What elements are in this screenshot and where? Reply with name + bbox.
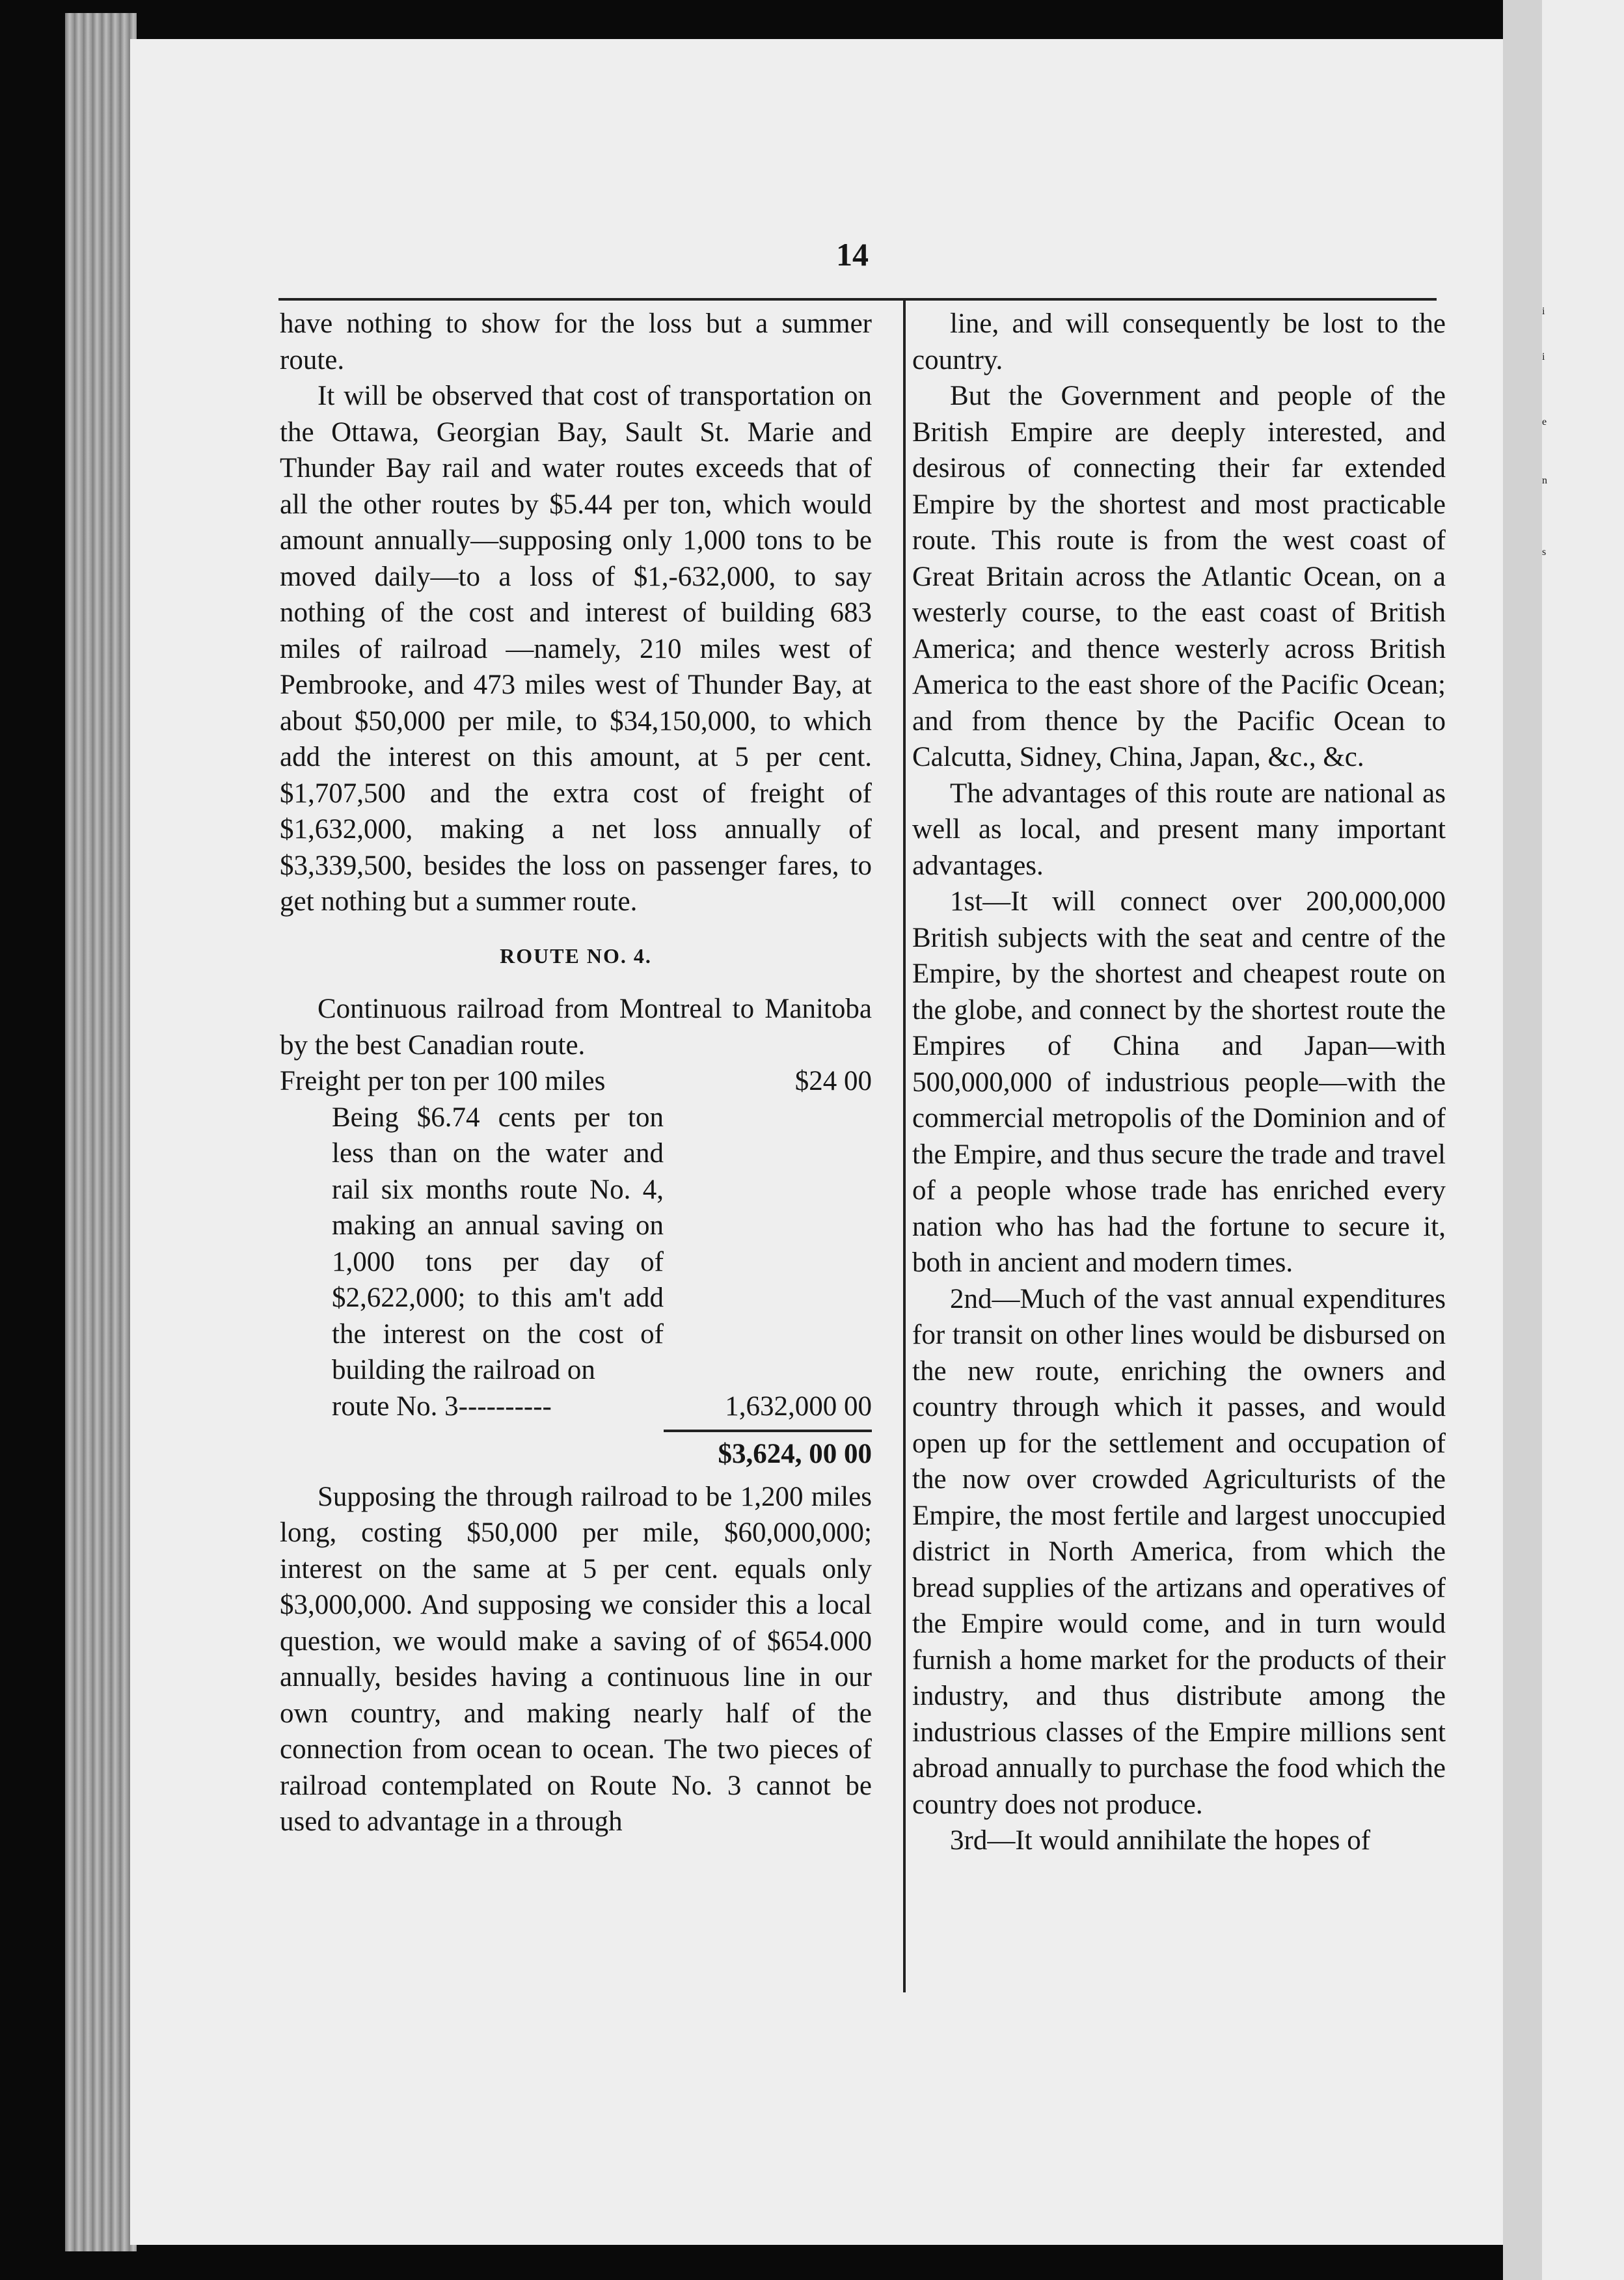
total-rule bbox=[664, 1430, 872, 1432]
next-page-edge bbox=[1503, 0, 1542, 2280]
next-page bbox=[1542, 0, 1624, 2280]
next-page-fragment: i bbox=[1542, 351, 1545, 362]
next-page-fragment: e bbox=[1542, 416, 1547, 428]
freight-amount: 1,632,000 00 bbox=[725, 1391, 872, 1422]
paragraph: 2nd—Much of the vast annual expenditures for transit on other lines would be disbursed on the new route, enriching the owners and country through which it passes, and would open up for the settlement and occupation of the now over crowded Agriculturists of the Empire, the most fertile and largest unoccupied district in North America, from which the bread supplies of the artizans and operatives of the Empire would come, and in turn would furnish a home market for the products of their industry, and thus distribute among the industrious classes of the Empire millions sent abroad annually to purchase the food which the country does not produce. bbox=[912, 1283, 1446, 1820]
paragraph: The advantages of this route are national as well as local, and present many important advantages. bbox=[912, 778, 1446, 881]
right-column bbox=[912, 306, 1446, 1859]
paragraph: 1st—It will connect over 200,000,000 British subjects with the seat and centre of the Empire, by the shortest and cheapest route on the globe, and connect by the shortest route the Empires of China and Japan—with 500,000,000 of industrious people—with the commercial metropolis of the Dominion and of the Empire, and thus secure the trade and travel of a people whose trade has enriched every nation who has had the fortune to secure it, both in ancient and modern times. bbox=[912, 886, 1446, 1278]
next-page-fragment: s bbox=[1542, 547, 1547, 558]
column-rule bbox=[903, 301, 906, 1992]
freight-line bbox=[280, 1389, 872, 1425]
left-column bbox=[280, 306, 872, 1840]
paragraph: But the Government and people of the British Empire are deeply interested, and desirous of connecting their far extended Empire by the shortest and most practicable route. This route is from the west coast of Great Britain across the Atlantic Ocean, on a westerly course, to the east coast of British America; and thence westerly across British America to the east shore of the Pacific Ocean; and from thence by the Pacific Ocean to Calcutta, Sidney, China, Japan, &c., &c. bbox=[912, 381, 1446, 772]
paragraph: Supposing the through railroad to be 1,200 miles long, costing $50,000 per mile, $60,000,000; interest on the same at 5 per cent. equals only $3,000,000. And supposing we consider this a local question, we would make a saving of of $654.000 annually, besides having a continuous line in our own country, and making nearly half of the connection from ocean to ocean. The two pieces of railroad contemplated on Route No. 3 cannot be used to advantage in a through bbox=[280, 1481, 872, 1837]
next-page-fragment: i bbox=[1542, 306, 1545, 317]
paragraph: It will be observed that cost of transportation on the Ottawa, Georgian Bay, Sault St. Marie and Thunder Bay rail and water routes exceeds that of all the other routes by $5.44 per ton, which would amount annually—supposing only 1,000 tons to be moved daily—to a loss of $1,-632,000, to say nothing of the cost and interest of building 683 miles of railroad —namely, 210 miles west of Pembrooke, and 473 miles west of Thunder Bay, at about $50,000 per mile, to $34,150,000, to which add the interest on this amount, at 5 per cent. $1,707,500 and the extra cost of freight of $1,632,000, making a net loss annually of $3,339,500, besides the loss on passenger fares, to get nothing but a summer route. bbox=[280, 381, 872, 917]
freight-text: Freight per ton per 100 miles bbox=[280, 1066, 606, 1096]
route-intro: Continuous railroad from Montreal to Manitoba by the best Canadian route. bbox=[280, 994, 872, 1061]
paragraph: have nothing to show for the loss but a summer route. bbox=[280, 308, 872, 375]
section-title: ROUTE NO. 4. bbox=[500, 943, 652, 968]
freight-amount: $24 00 bbox=[794, 1066, 872, 1096]
next-page-fragment: n bbox=[1542, 475, 1547, 486]
freight-line bbox=[280, 1063, 872, 1100]
freight-text: route No. 3---------- bbox=[332, 1391, 552, 1422]
book-edge-strip bbox=[65, 13, 137, 2251]
header-rule bbox=[278, 298, 1437, 301]
paragraph: line, and will consequently be lost to the country. bbox=[912, 308, 1446, 375]
paragraph: 3rd—It would annihilate the hopes of bbox=[950, 1825, 1371, 1856]
freight-total: $3,624, 00 00 bbox=[718, 1439, 872, 1469]
freight-description: Being $6.74 cents per ton less than on the water and rail six months route No. 4, making an annual saving on 1,000 tons per day of $2,622,000; to this am't add the interest on the cost of building the railroad on bbox=[332, 1102, 664, 1385]
page-number: 14 bbox=[836, 236, 869, 273]
